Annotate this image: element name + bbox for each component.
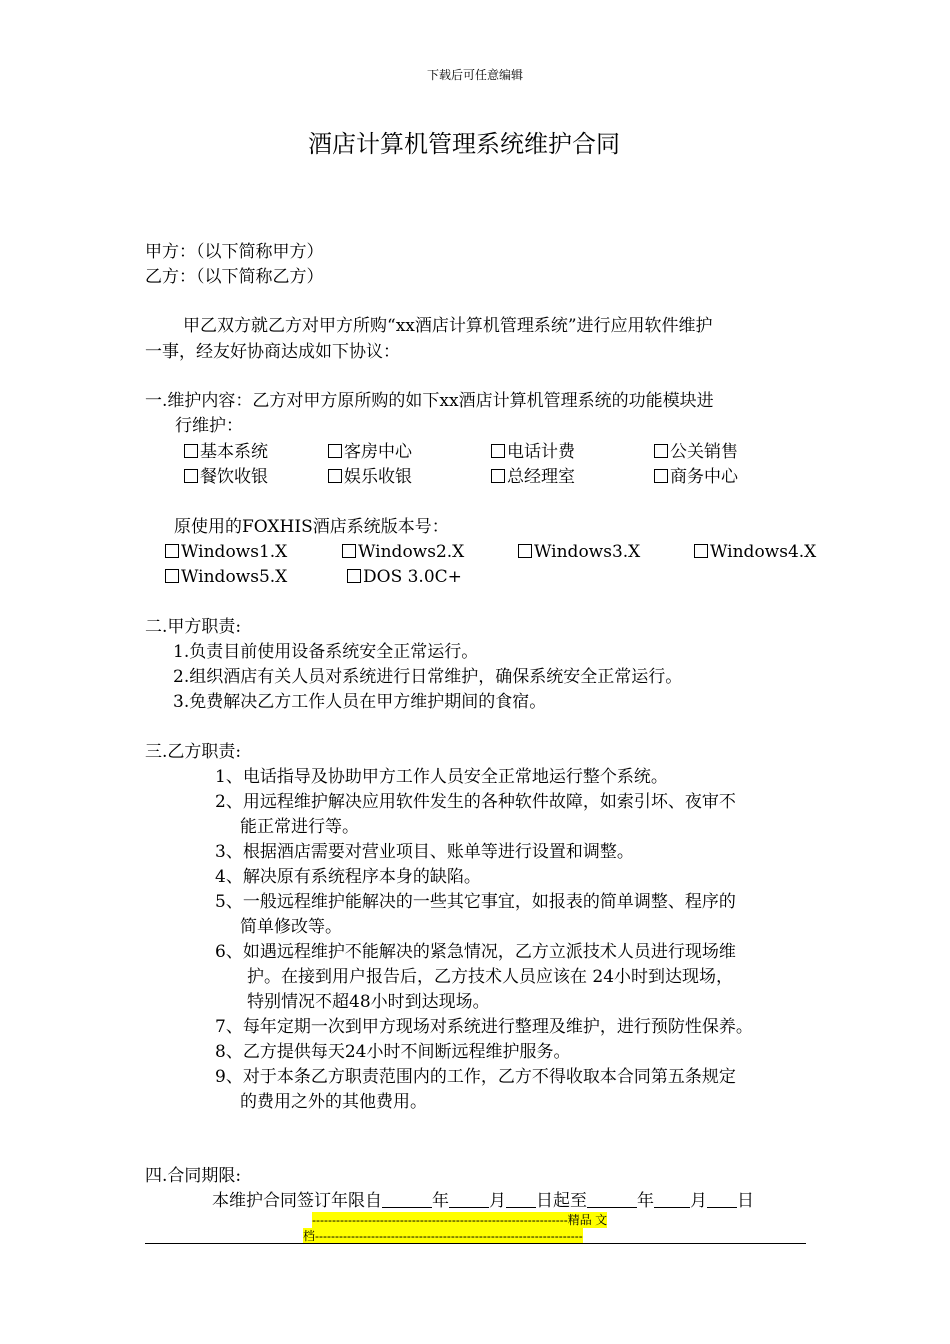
module-checkbox[interactable]	[491, 465, 575, 490]
checkbox-icon	[165, 544, 179, 558]
term-month-2: 月	[690, 1191, 707, 1211]
page-header: 下载后可任意编辑	[426, 68, 523, 82]
version-checkbox[interactable]	[518, 540, 640, 565]
module-checkbox[interactable]	[654, 465, 738, 490]
section1-line-1: 一.维护内容：乙方对甲方原所购的如下xx酒店计算机管理系统的功能模块进	[145, 391, 714, 411]
term-day: 日	[737, 1191, 754, 1211]
module-label: 电话计费	[507, 442, 575, 462]
party-b-line: 乙方：（以下简称乙方）	[145, 267, 324, 287]
module-label: 餐饮收银	[200, 467, 268, 487]
checkbox-icon	[184, 444, 198, 458]
intro-line-2: 一事，经友好协商达成如下协议：	[145, 342, 400, 362]
footer-divider	[145, 1243, 806, 1244]
module-checkbox[interactable]	[491, 440, 575, 465]
party-a-line: 甲方：（以下简称甲方）	[145, 242, 324, 262]
blank-field[interactable]	[506, 1189, 536, 1208]
version-checkbox[interactable]	[347, 565, 462, 590]
version-label-text: Windows1.X	[181, 542, 288, 562]
document-title: 酒店计算机管理系统维护合同	[308, 130, 620, 158]
version-checkbox[interactable]	[165, 565, 287, 590]
checkbox-icon	[347, 569, 361, 583]
section3-heading: 三.乙方职责:	[145, 742, 242, 762]
section3-line: 6、如遇远程维护不能解决的紧急情况，乙方立派技术人员进行现场维	[215, 942, 736, 962]
term-prefix: 本维护合同签订年限自	[212, 1191, 382, 1211]
version-label-text: DOS 3.0C+	[363, 567, 462, 587]
section2-item: 2.组织酒店有关人员对系统进行日常维护，确保系统安全正常运行。	[173, 667, 683, 687]
term-from: 日起至	[536, 1191, 587, 1211]
version-label-text: Windows3.X	[534, 542, 641, 562]
version-label-text: Windows2.X	[358, 542, 465, 562]
version-label: 原使用的FOXHIS酒店系统版本号：	[174, 517, 449, 537]
checkbox-icon	[518, 544, 532, 558]
section3-line: 2、用远程维护解决应用软件发生的各种软件故障，如索引坏、夜审不	[215, 792, 736, 812]
checkbox-icon	[328, 444, 342, 458]
checkbox-icon	[165, 569, 179, 583]
version-checkbox[interactable]	[342, 540, 464, 565]
section3-line: 特别情况不超48小时到达现场。	[247, 992, 490, 1012]
section3-line: 护。在接到用户报告后，乙方技术人员应该在 24小时到达现场，	[247, 967, 734, 987]
section3-line: 5、一般远程维护能解决的一些其它事宜，如报表的简单调整、程序的	[215, 892, 736, 912]
module-checkbox[interactable]	[328, 440, 412, 465]
intro-line-1: 甲乙双方就乙方对甲方所购“xx酒店计算机管理系统”进行应用软件维护	[183, 316, 713, 336]
checkbox-icon	[328, 469, 342, 483]
version-label-text: Windows4.X	[710, 542, 817, 562]
section3-line: 8、乙方提供每天24小时不间断远程维护服务。	[215, 1042, 571, 1062]
version-label-text: Windows5.X	[181, 567, 288, 587]
term-year-2: 年	[637, 1191, 654, 1211]
term-month: 月	[489, 1191, 506, 1211]
version-checkbox[interactable]	[165, 540, 287, 565]
checkbox-icon	[184, 469, 198, 483]
checkbox-icon	[491, 444, 505, 458]
section3-line: 9、对于本条乙方职责范围内的工作，乙方不得收取本合同第五条规定	[215, 1067, 736, 1087]
module-label: 娱乐收银	[344, 467, 412, 487]
module-label: 总经理室	[507, 467, 575, 487]
module-checkbox[interactable]	[654, 440, 738, 465]
section3-line: 3、根据酒店需要对营业项目、账单等进行设置和调整。	[215, 842, 634, 862]
section3-line: 简单修改等。	[240, 917, 342, 937]
checkbox-icon	[491, 469, 505, 483]
blank-field[interactable]	[449, 1189, 489, 1208]
section2-item: 3.免费解决乙方工作人员在甲方维护期间的食宿。	[173, 692, 547, 712]
section2-item: 1.负责目前使用设备系统安全正常运行。	[173, 642, 479, 662]
term-year: 年	[432, 1191, 449, 1211]
checkbox-icon	[654, 444, 668, 458]
blank-field[interactable]	[707, 1189, 737, 1208]
section3-line: 能正常进行等。	[240, 817, 359, 837]
checkbox-icon	[654, 469, 668, 483]
footer-watermark-line-1: ----------------------------------------------------------------精品 文	[312, 1213, 608, 1227]
checkbox-icon	[342, 544, 356, 558]
section2-heading: 二.甲方职责:	[145, 617, 242, 637]
section1-line-2: 行维护：	[175, 416, 243, 436]
section3-line: 7、每年定期一次到甲方现场对系统进行整理及维护，进行预防性保养。	[215, 1017, 753, 1037]
section3-line: 的费用之外的其他费用。	[240, 1092, 427, 1112]
footer-watermark-line-2: 档-------------------------------------------------------------------	[303, 1229, 583, 1243]
section3-line: 4、解决原有系统程序本身的缺陷。	[215, 867, 481, 887]
blank-field[interactable]	[587, 1189, 637, 1208]
module-label: 公关销售	[670, 442, 738, 462]
module-label: 基本系统	[200, 442, 268, 462]
section3-line: 1、电话指导及协助甲方工作人员安全正常地运行整个系统。	[215, 767, 668, 787]
section4-heading: 四.合同期限:	[145, 1166, 242, 1186]
module-label: 商务中心	[670, 467, 738, 487]
module-checkbox[interactable]	[328, 465, 412, 490]
module-checkbox[interactable]	[184, 465, 268, 490]
version-checkbox[interactable]	[694, 540, 816, 565]
blank-field[interactable]	[382, 1189, 432, 1208]
contract-term-line	[212, 1189, 754, 1214]
blank-field[interactable]	[654, 1189, 690, 1208]
module-label: 客房中心	[344, 442, 412, 462]
module-checkbox[interactable]	[184, 440, 268, 465]
checkbox-icon	[694, 544, 708, 558]
